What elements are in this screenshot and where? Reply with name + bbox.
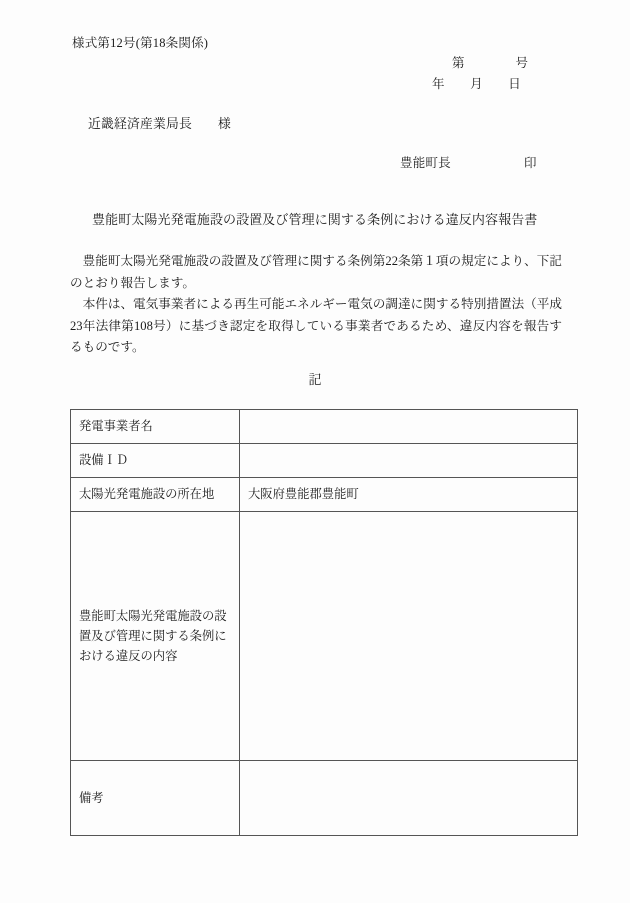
row-value-facility-location[interactable]: 大阪府豊能郡豊能町 [240, 478, 578, 512]
document-number-field: 第 号 [452, 56, 529, 70]
row-label-facility-id: 設備ＩＤ [71, 444, 240, 478]
body-paragraph-2: 本件は、電気事業者による再生可能エネルギー電気の調達に関する特別措置法（平成23年法律第108号）に基づき認定を取得している事業者であるため、違反内容を報告するものです。 [70, 297, 562, 354]
body-paragraph-1: 豊能町太陽光発電施設の設置及び管理に関する条例第22条第１項の規定により、下記のとおり報告します。 [70, 254, 562, 290]
seal-stamp-mark: 印 [524, 156, 537, 170]
table-row [71, 512, 578, 761]
report-details-table [70, 409, 578, 836]
row-value-operator-name[interactable] [240, 410, 578, 444]
ki-marker: 記 [308, 372, 322, 387]
signer-name: 豊能町長 [400, 156, 451, 170]
addressee-line: 近畿経済産業局長 様 [88, 117, 231, 131]
row-label-operator-name: 発電事業者名 [71, 410, 240, 444]
page-title: 豊能町太陽光発電施設の設置及び管理に関する条例における違反内容報告書 [92, 212, 538, 227]
table-row [71, 444, 578, 478]
row-value-violation-content[interactable] [240, 512, 578, 761]
violation-label-text: 豊能町太陽光発電施設の設置及び管理に関する条例における違反の内容 [79, 609, 227, 663]
row-value-facility-id[interactable] [240, 444, 578, 478]
table-row [71, 478, 578, 512]
table-row [71, 761, 578, 836]
table-row [71, 410, 578, 444]
row-label-facility-location: 太陽光発電施設の所在地 [71, 478, 240, 512]
document-date-field: 年 月 日 [432, 77, 521, 91]
body-text [70, 251, 562, 359]
row-value-remarks[interactable] [240, 761, 578, 836]
row-label-remarks: 備考 [71, 761, 240, 836]
row-label-violation-content [71, 512, 240, 761]
form-number: 様式第12号(第18条関係) [72, 36, 209, 50]
